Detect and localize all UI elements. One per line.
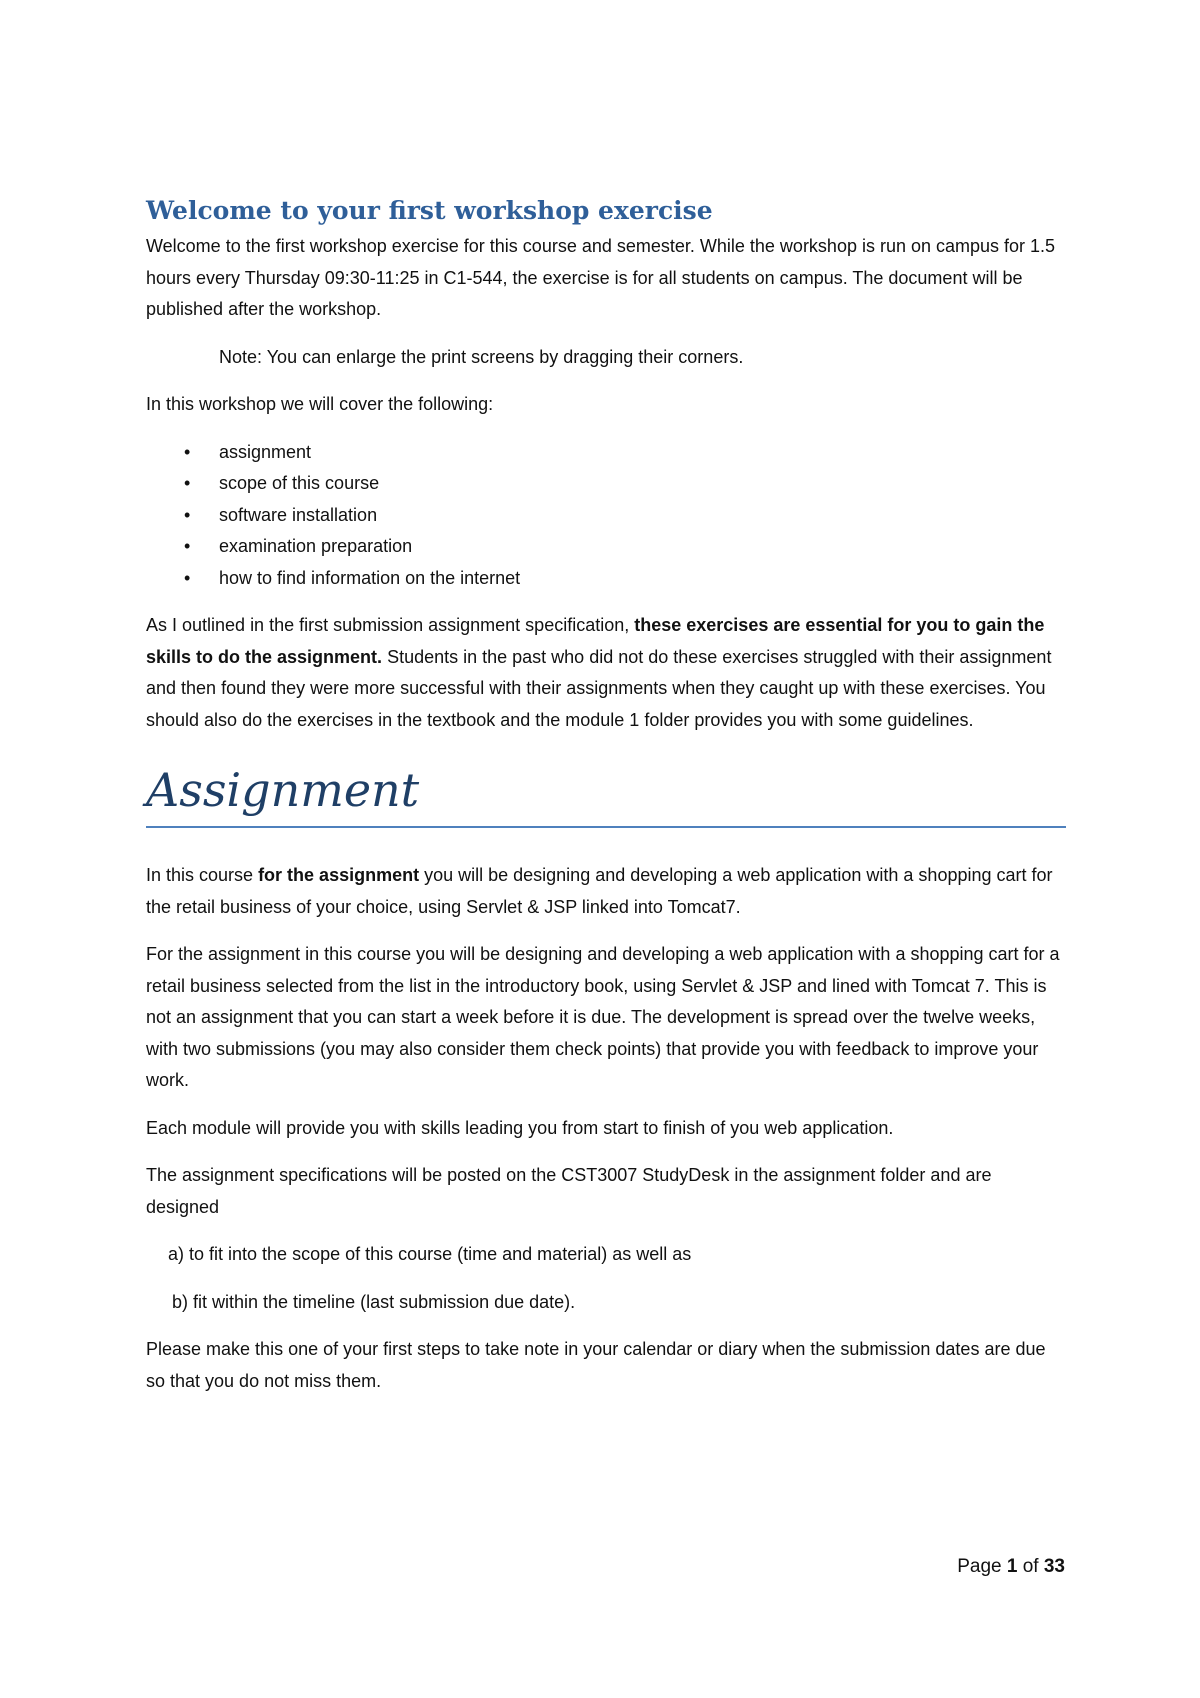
list-item: • how to find information on the internet <box>146 563 1066 595</box>
assignment-paragraph-5: Please make this one of your first steps to take note in your calendar or diary when the submission dates are due so that you do not miss them. <box>146 1339 1046 1391</box>
list-item: • assignment <box>146 437 1066 469</box>
assignment-paragraph-4: The assignment specifications will be posted on the CST3007 StudyDesk in the assignment folder and are designed <box>146 1165 992 1217</box>
page-number-footer: Page 1 of 33 <box>957 1556 1065 1577</box>
assignment-emphasis: for the assignment <box>258 865 420 885</box>
total-page-count: 33 <box>1043 1556 1065 1577</box>
bullet-icon: • <box>184 536 191 556</box>
intro-paragraph: Welcome to the first workshop exercise for this course and semester. While the workshop is run on campus for 1.5 hours every Thursday 09:30-11:25 in C1-544, the exercise is for all students on campus. The document will be published after the workshop. <box>146 236 1056 319</box>
note-paragraph: Note: You can enlarge the print screens by dragging their corners. <box>219 346 744 367</box>
cover-intro-paragraph: In this workshop we will cover the following: <box>146 394 494 414</box>
section-heading-assignment: Assignment <box>146 760 1066 828</box>
assignment-paragraph-3: Each module will provide you with skills leading you from start to finish of you web application. <box>146 1117 894 1138</box>
bullet-icon: • <box>184 441 191 462</box>
list-item: • examination preparation <box>146 531 1066 563</box>
list-item: • software installation <box>146 500 1066 532</box>
outline-emphasis: these exercises are essential for you to gain the skills to do the assignment. <box>146 615 1045 667</box>
page-content <box>146 194 1066 1413</box>
current-page-number: 1 <box>1006 1556 1018 1577</box>
bullet-icon: • <box>184 567 191 588</box>
assignment-paragraph-1: In this course for the assignment you will be designing and developing a web application with a shopping cart for the retail business of your choice, using Servlet & JSP linked into Tomcat7. <box>146 865 1053 917</box>
topic-list <box>146 437 1066 595</box>
bullet-icon: • <box>184 473 191 493</box>
outline-paragraph: As I outlined in the first submission assignment specification, these exercises are essential for you to gain the skills to do the assignment. Students in the past who did not do these exercises struggled with their assignment and then found they were more successful with their assignments when they caught up with these exercises. You should also do the exercises in the textbook and the module 1 folder provides you with some guidelines. <box>146 615 1052 730</box>
list-item-a: a) to fit into the scope of this course (time and material) as well as <box>168 1244 692 1264</box>
list-item: • scope of this course <box>146 468 1066 500</box>
bullet-icon: • <box>184 504 191 525</box>
assignment-paragraph-2: For the assignment in this course you will be designing and developing a web application with a shopping cart for a retail business selected from the list in the introductory book, using Servlet & JSP and lined with Tomcat 7. This is not an assignment that you can start a week before it is due. The development is spread over the twelve weeks, with two submissions (you may also consider them check points) that provide you with feedback to improve your work. <box>146 944 1060 1090</box>
list-item-b: b) fit within the timeline (last submission due date). <box>172 1291 576 1312</box>
section-heading-welcome: Welcome to your first workshop exercise <box>146 196 713 225</box>
